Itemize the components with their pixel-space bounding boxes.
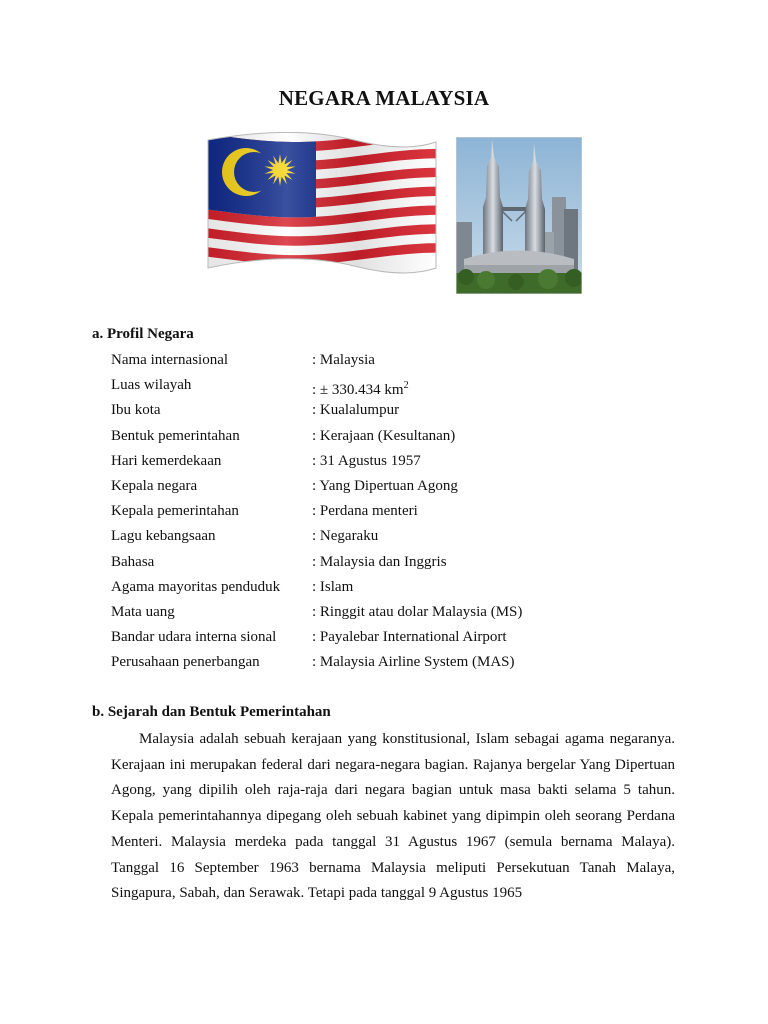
profile-key: Perusahaan penerbangan [111, 654, 260, 671]
profile-key: Ibu kota [111, 402, 161, 419]
profile-value: : Yang Dipertuan Agong [312, 477, 458, 494]
profile-key: Bahasa [111, 553, 155, 570]
profile-row [111, 524, 691, 549]
profile-key: Bandar udara interna sional [111, 629, 277, 646]
petronas-towers-image [456, 137, 582, 294]
area-superscript: 2 [403, 380, 409, 392]
profile-key: Luas wilayah [111, 377, 192, 394]
profile-key: Nama internasional [111, 352, 229, 368]
profile-value: : Kerajaan (Kesultanan) [312, 427, 456, 444]
profile-row [111, 650, 691, 675]
profile-key: Kepala negara [111, 477, 198, 494]
malaysia-flag-image [204, 132, 440, 278]
section-a-heading: a. Profil Negara [92, 326, 194, 342]
profile-row [111, 398, 691, 423]
profile-value: : 31 Agustus 1957 [312, 452, 421, 469]
section-b-heading: b. Sejarah dan Bentuk Pemerintahan [92, 704, 331, 720]
profile-key: Lagu kebangsaan [111, 528, 216, 545]
profile-row [111, 373, 691, 398]
profile-value: : Malaysia dan Inggris [312, 553, 447, 570]
profile-key: Mata uang [111, 603, 175, 620]
area-value: : ± 330.434 km [312, 382, 404, 399]
profile-row [111, 625, 691, 650]
profile-value: : Kualalumpur [312, 402, 400, 419]
profile-row [111, 600, 691, 625]
profile-value: : Islam [312, 578, 354, 595]
profile-key: Agama mayoritas penduduk [111, 578, 281, 595]
profile-value: : Negaraku [312, 528, 379, 545]
profile-key: Hari kemerdekaan [111, 452, 222, 469]
profile-row [111, 474, 691, 499]
history-paragraph: Malaysia adalah sebuah kerajaan yang konstitusional, Islam sebagai agama negaranya. Kerajaan ini merupakan federal dari negara-negara bagian. Rajanya bergelar Yang Dipertuan Agong, yang dipilih oleh raja-raja dari negara bagian untuk masa bakti selama 5 tahun. Kepala pemerintahannya dipegang oleh sebuah kabinet yang dipimpin oleh seorang Perdana Menteri. Malaysia merdeka pada tanggal 31 Agustus 1967 (semula bernama Malaya). Tanggal 16 September 1963 bernama Malaysia meliputi Persekutuan Tanah Malaya, Singapura, Sabah, dan Serawak. Tetapi pada tanggal 9 Agustus 1965 [111, 731, 675, 902]
profile-value: : Payalebar International Airport [312, 629, 507, 646]
profile-row [111, 550, 691, 575]
profile-value: : Ringgit atau dolar Malaysia (MS) [312, 603, 523, 620]
page-title: NEGARA MALAYSIA [278, 86, 490, 110]
profile-row [111, 424, 691, 449]
profile-key: Bentuk pemerintahan [111, 427, 240, 444]
profile-table [111, 348, 691, 675]
profile-row [111, 575, 691, 600]
profile-row [111, 348, 691, 373]
profile-value: : Malaysia [312, 352, 375, 368]
profile-value [312, 373, 691, 398]
profile-value: : Malaysia Airline System (MAS) [312, 654, 515, 671]
profile-row [111, 449, 691, 474]
profile-row [111, 499, 691, 524]
profile-value: : Perdana menteri [312, 503, 418, 520]
profile-key: Kepala pemerintahan [111, 503, 239, 520]
